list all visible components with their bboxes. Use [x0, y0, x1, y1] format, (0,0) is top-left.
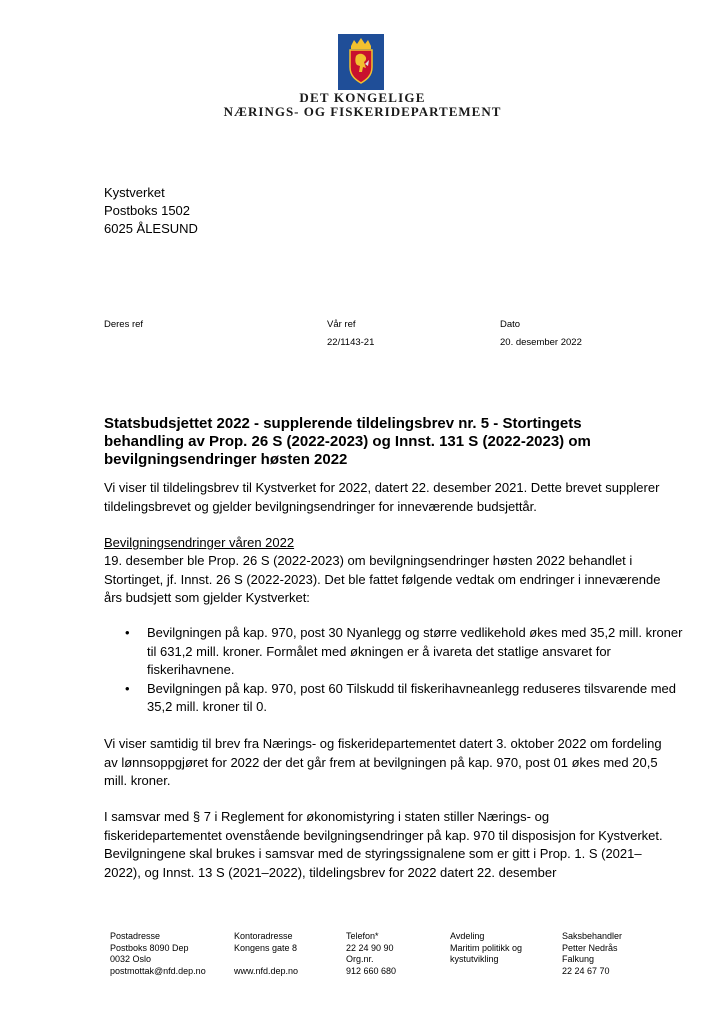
footer-line: Kongens gate 8 [234, 942, 298, 953]
footer-line: Falkung [562, 954, 595, 964]
section-paragraph: 19. desember ble Prop. 26 S (2022-2023) om bevilgningsendringer høsten 2022 behandlet i Stortinget, jf. Innst. 26 S (2022-2023). Det ble fattet følgende vedtak om endringer i inneværende års budsjett som gjelder Kystverket: [104, 553, 661, 605]
footer-label: Kontoradresse [234, 931, 293, 941]
footer-label: Postadresse [110, 931, 161, 941]
recipient-postbox: Postboks 1502 [104, 203, 191, 218]
footer-line [234, 954, 298, 966]
footer-line: 22 24 67 70 [562, 965, 610, 976]
recipient-name: Kystverket [104, 185, 165, 200]
footer-label: Saksbehandler [562, 931, 623, 941]
department-name-line-1: DET KONGELIGE [299, 90, 426, 105]
footer-website[interactable]: www.nfd.dep.no [234, 965, 299, 976]
footer-line: Petter Nedrås [562, 942, 618, 953]
footer-line [450, 966, 522, 978]
paragraph-salary-settlement: Vi viser samtidig til brev fra Nærings- og fiskeridepartementet datert 3. oktober 2022 om fordeling av lønnsoppgjøret for 2022 der det går frem at bevilgningen på kap. 970, post 01 økes med 20,5 mill. kroner. [104, 736, 662, 788]
footer-line: Org.nr. [346, 954, 374, 964]
dato-label: Dato [500, 319, 521, 330]
footer-postadresse [110, 931, 206, 977]
list-item: • Bevilgningen på kap. 970, post 30 Nyanlegg og større vedlikehold økes med 35,2 mill. kroner til 631,2 mill. kroner. Formålet med økningen er å ivareta det statlige ansvaret for fiskerihavnene. [147, 624, 687, 680]
intro-paragraph: Vi viser til tildelingsbrev til Kystverket for 2022, datert 22. desember 2021. Dette brevet supplerer tildelingsbrevet og gjelder bevilgningsendringer for inneværende budsjettår. [104, 480, 660, 514]
dato-value: 20. desember 2022 [500, 337, 582, 348]
list-item: • Bevilgningen på kap. 970, post 60 Tilskudd til fiskerihavneanlegg reduseres tilsvarende med 35,2 mill. kroner til 0. [147, 680, 687, 717]
footer-saksbehandler [562, 931, 622, 977]
recipient-postal: 6025 ÅLESUND [104, 221, 198, 236]
section-heading: Bevilgningsendringer våren 2022 [104, 535, 295, 550]
var-ref-label: Vår ref [327, 319, 356, 330]
deres-ref-label: Deres ref [104, 319, 144, 330]
footer-avdeling [450, 931, 522, 977]
footer-line: Postboks 8090 Dep [110, 942, 189, 953]
footer-label: Avdeling [450, 931, 485, 941]
var-ref-value: 22/1143-21 [327, 337, 375, 348]
footer-line: kystutvikling [450, 954, 499, 964]
footer-line: 912 660 680 [346, 965, 397, 976]
footer-email[interactable]: postmottak@nfd.dep.no [110, 965, 206, 976]
footer-label: Telefon* [346, 931, 379, 941]
footer-line: 0032 Oslo [110, 954, 152, 964]
budget-changes-list [104, 624, 687, 717]
footer-telefon [346, 931, 396, 977]
footer-kontoradresse [234, 931, 298, 977]
footer-line: 22 24 90 90 [346, 942, 394, 953]
document-title: Statsbudsjettet 2022 - supplerende tildelingsbrev nr. 5 - Stortingets behandling av Prop. 26 S (2022-2023) og Innst. 131 S (2022-2023) om bevilgningsendringer høsten 2022 [104, 415, 591, 468]
norwegian-coat-of-arms-icon [338, 34, 384, 90]
recipient-address [104, 184, 198, 238]
paragraph-disposition: I samsvar med § 7 i Reglement for økonomistyring i staten stiller Nærings- og fiskeridepartementet ovenstående bevilgningsendringer på kap. 970 til disposisjon for Kystverket. Bevilgningene skal brukes i samsvar med de styringssignalene som er gitt i Prop. 1. S (2021–2022), og Innst. 13 S (2021–2022), tildelingsbrev for 2022 datert 22. desember [104, 809, 663, 880]
department-name-line-2: NÆRINGS- OG FISKERIDEPARTEMENT [223, 104, 502, 119]
footer-line: Maritim politikk og [450, 942, 523, 953]
